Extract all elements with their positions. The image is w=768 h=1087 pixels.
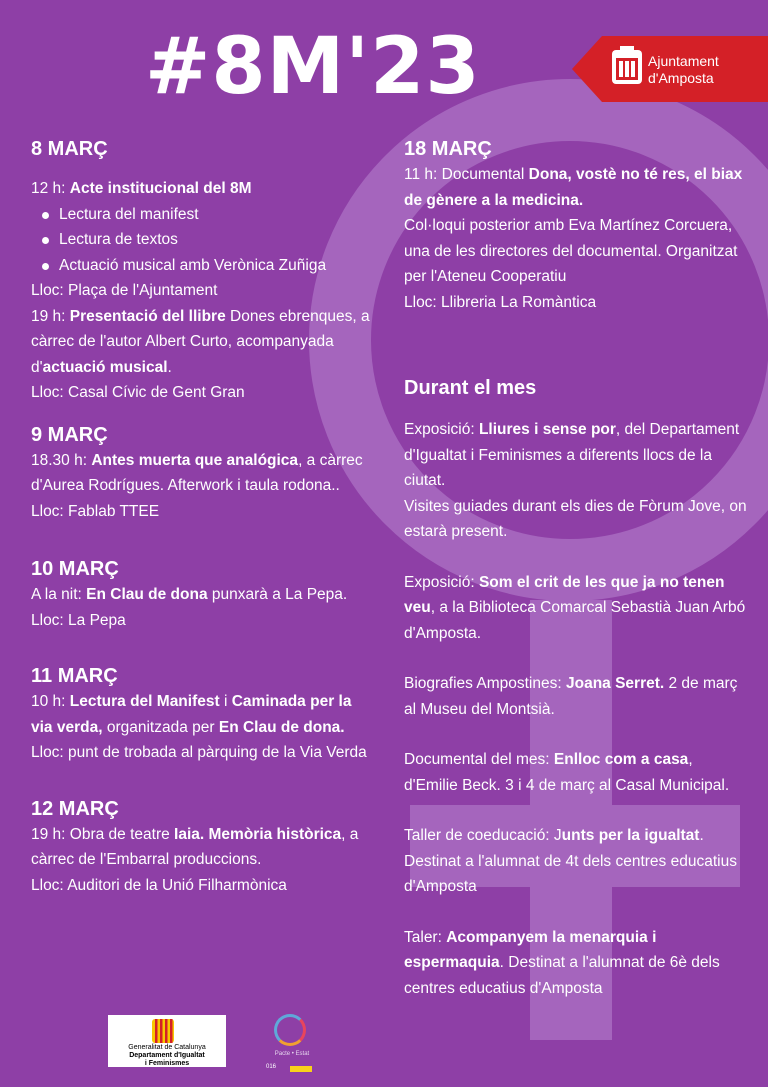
- section-10-marc: [31, 556, 371, 633]
- heading-durant-el-mes: Durant el mes: [404, 377, 537, 399]
- event-documental: 11 h: Documental Dona, vostè no té res, el biax de gènere a la medicina.: [404, 166, 743, 209]
- event-place: Lloc: Plaça de l'Ajuntament: [31, 282, 218, 299]
- bullet-item: Lectura de textos: [59, 227, 371, 253]
- heading-9-marc: 9 MARÇ: [31, 423, 108, 446]
- senyera-icon: [152, 1019, 174, 1043]
- event-place: Lloc: Llibreria La Romàntica: [404, 293, 597, 311]
- event-en-clau: A la nit: En Clau de dona punxarà a La Pepa.: [31, 586, 348, 603]
- section-8-marc: [31, 136, 371, 406]
- bullet-item: Lectura del manifest: [59, 202, 371, 228]
- heading-10-marc: 10 MARÇ: [31, 558, 119, 580]
- gencat-line3: i Feminismes: [144, 1060, 190, 1067]
- heading-12-marc: 12 MARÇ: [31, 797, 119, 820]
- event-colloqui: Col·loqui posterior amb Eva Martínez Corcuera, una de les directores del documental. Organitzat per l'Ateneu Cooperatiu: [404, 217, 738, 285]
- coat-of-arms-icon: [612, 46, 642, 84]
- gencat-line2: Departament d'Igualtat: [129, 1052, 205, 1059]
- event-place: Lloc: Fablab TTEE: [31, 502, 160, 520]
- bullet-item: Actuació musical amb Verònica Zuñiga: [59, 253, 371, 279]
- section-9-marc: [31, 422, 371, 525]
- spain-flag-icon: [290, 1066, 312, 1072]
- page-title: #8M'23: [145, 22, 481, 112]
- ajuntament-badge[interactable]: [572, 36, 768, 102]
- left-column: [31, 136, 371, 898]
- event-presentacio: 19 h: Presentació del llibre Dones ebrenques, a càrrec de l'autor Albert Curto, acompanyada d'actuació musical.: [31, 307, 370, 376]
- event-antes-muerta: 18.30 h: Antes muerta que analógica, a càrrec d'Aurea Rodrígues. Afterwork i taula rodona..: [31, 451, 363, 494]
- item-exposicio-lliures: Exposició: Lliures i sense por, del Departament d'Igualtat i Feminismes a diferents llocs de la ciutat.: [404, 421, 740, 489]
- badge-line1: Ajuntament: [648, 53, 719, 69]
- badge-line2: d'Amposta: [648, 70, 714, 86]
- heading-18-marc: 18 MARÇ: [404, 138, 492, 160]
- pacte-estat-logo: [262, 1014, 322, 1074]
- item-taller-coeducacio: Taller de coeducació: Junts per la igualtat. Destinat a l'alumnat de 4t dels centres educatius d'Amposta: [404, 827, 737, 895]
- item-documental-mes: Documental del mes: Enlloc com a casa, d'Emilie Beck. 3 i 4 de març al Casal Municipal.: [404, 751, 730, 794]
- event-place: Lloc: Auditori de la Unió Filharmònica: [31, 876, 287, 894]
- event-caminada: 10 h: Lectura del Manifest i Caminada per la via verda, organitzada per En Clau de dona.: [31, 693, 352, 736]
- section-durant-el-mes: [404, 375, 749, 1001]
- item-exposicio-crit: Exposició: Som el crit de les que ja no tenen veu, a la Biblioteca Comarcal Sebastià Juan Arbó d'Amposta.: [404, 573, 746, 642]
- section-12-marc: [31, 796, 371, 899]
- item-visites-guiades: Visites guiades durant els dies de Fòrum Jove, on estarà present.: [404, 497, 747, 540]
- event-acte-institucional: 12 h: Acte institucional del 8M: [31, 180, 252, 197]
- event-place: Lloc: Casal Cívic de Gent Gran: [31, 384, 245, 401]
- event-place: Lloc: punt de trobada al pàrquing de la Via Verda: [31, 744, 367, 761]
- event-teatre: 19 h: Obra de teatre Iaia. Memòria històrica, a càrrec de l'Embarral produccions.: [31, 825, 359, 868]
- pacte-ring-icon: [274, 1014, 306, 1046]
- section-18-marc: [404, 136, 749, 315]
- item-taller-menarquia: Taler: Acompanyem la menarquia i espermaquia. Destinat a l'alumnat de 6è dels centres educatius d'Amposta: [404, 928, 720, 997]
- heading-8-marc: 8 MARÇ: [31, 138, 108, 160]
- section-11-marc: [31, 663, 371, 766]
- right-column: [404, 136, 749, 1001]
- gencat-logo: [108, 1015, 226, 1067]
- event-place: Lloc: La Pepa: [31, 611, 126, 629]
- heading-11-marc: 11 MARÇ: [31, 665, 118, 687]
- gencat-line1: Generalitat de Catalunya: [128, 1044, 206, 1051]
- event-bullets: [31, 202, 371, 279]
- pacte-text: Pacte • Estat: [274, 1051, 310, 1057]
- item-biografies: Biografies Ampostines: Joana Serret. 2 de març al Museu del Montsià.: [404, 675, 738, 718]
- pacte-number: 016: [266, 1064, 277, 1070]
